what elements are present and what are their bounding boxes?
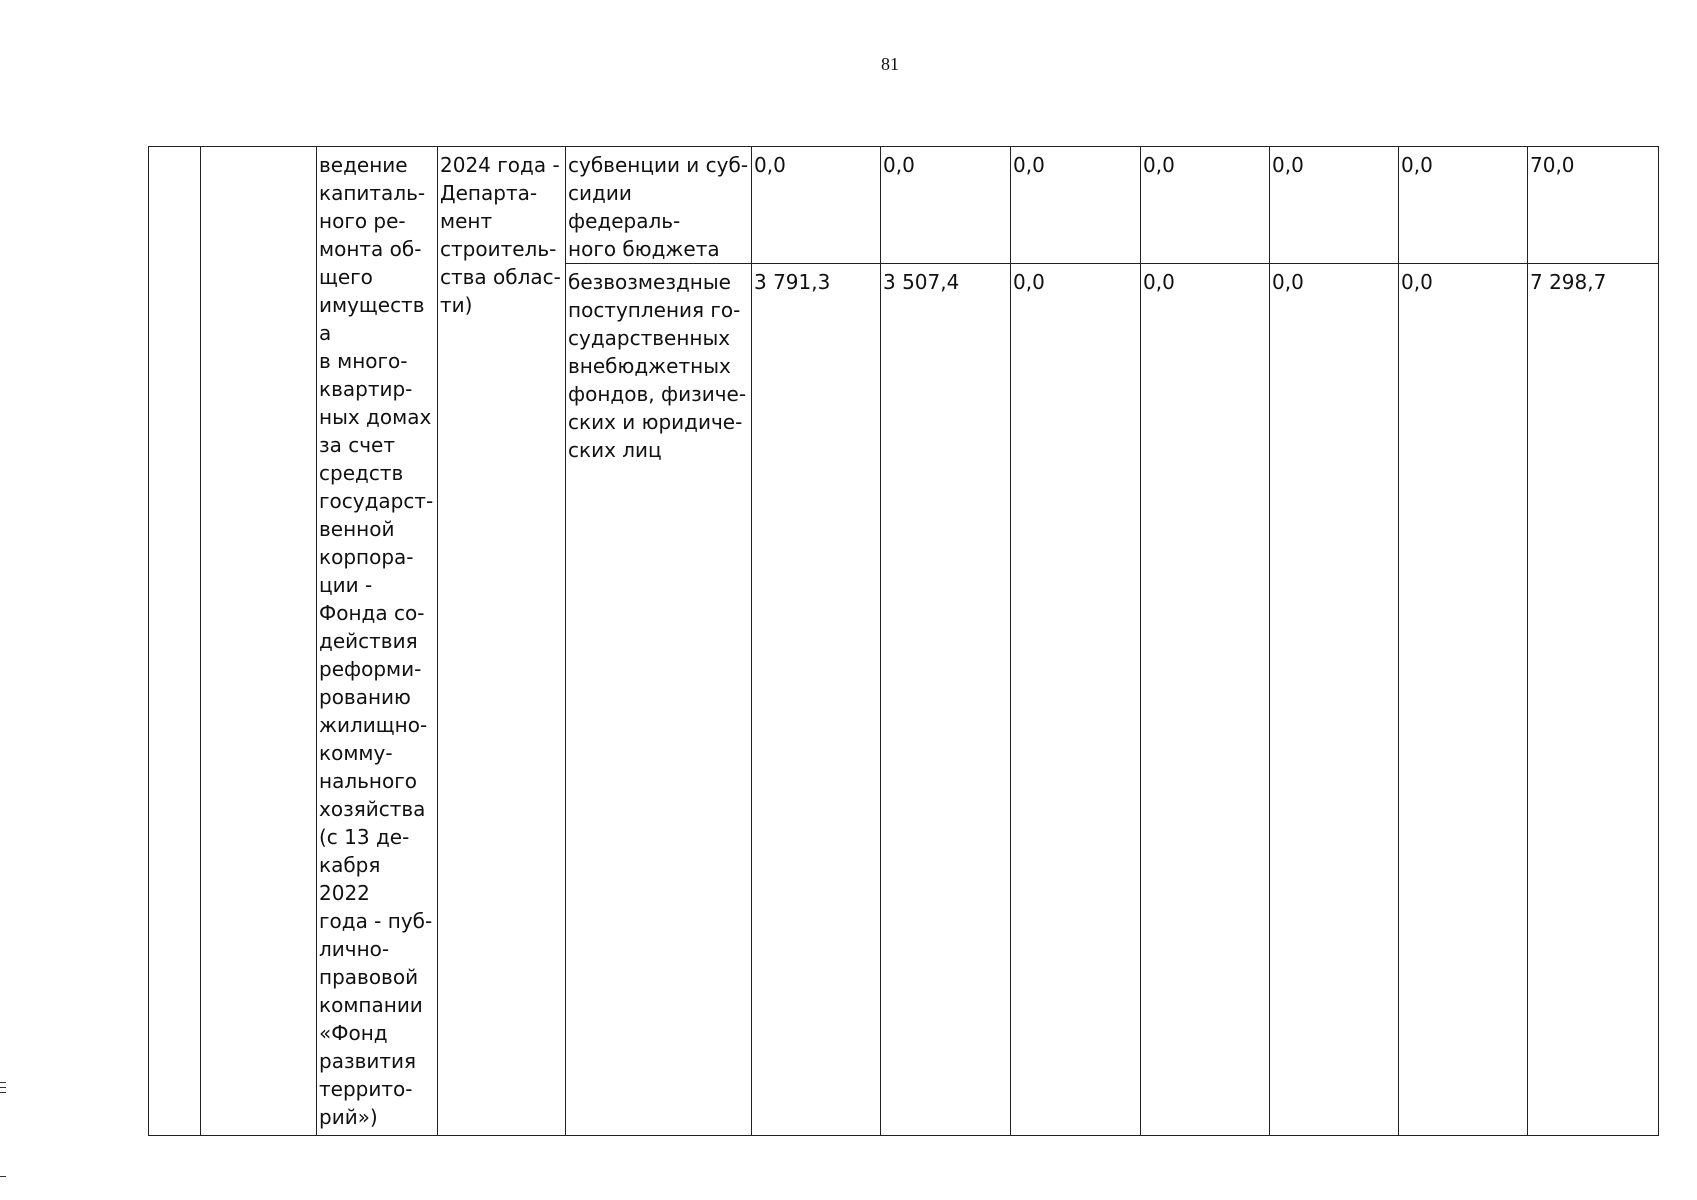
budget-table bbox=[148, 146, 1659, 1136]
value-cell bbox=[881, 264, 1011, 1136]
total-value: 7 298,7 bbox=[1530, 270, 1607, 294]
page-number: 81 bbox=[881, 54, 899, 74]
value: 0,0 bbox=[1401, 153, 1433, 177]
value-cell bbox=[1141, 264, 1270, 1136]
total-value: 70,0 bbox=[1530, 153, 1575, 177]
measure-description-cell bbox=[317, 147, 438, 1136]
margin-mark bbox=[0, 1087, 6, 1088]
value: 0,0 bbox=[1143, 270, 1175, 294]
funding-source: субвенции и суб- сидии федераль- ного бюджета bbox=[568, 153, 749, 261]
value: 0,0 bbox=[754, 153, 786, 177]
value: 0,0 bbox=[1013, 270, 1045, 294]
margin-mark bbox=[0, 1176, 6, 1177]
value: 0,0 bbox=[1013, 153, 1045, 177]
measure-description: ведение капиталь- ного ре- монта об- щего имущества в много- квартир- ных домах за счет средств государст- венной корпора- ции - Фонда со- действия реформи- рованию жилищно- комму- нального хозяйства (с 13 де- кабря 2022 года - пуб- лично- правовой компании «Фонд развития террито- рий») bbox=[319, 153, 434, 1129]
value-cell bbox=[1011, 264, 1141, 1136]
value: 0,0 bbox=[1272, 270, 1304, 294]
executor-text: 2024 года - Дeпарта- мент строитель- ства облас- ти) bbox=[440, 153, 561, 317]
margin-mark bbox=[0, 1082, 6, 1083]
value-cell bbox=[1270, 264, 1399, 1136]
executor-cell bbox=[438, 147, 566, 1136]
value-cell bbox=[1011, 147, 1141, 264]
value-cell bbox=[1270, 147, 1399, 264]
value-cell bbox=[752, 264, 881, 1136]
value: 0,0 bbox=[1272, 153, 1304, 177]
empty-cell bbox=[201, 147, 317, 1136]
value: 0,0 bbox=[1401, 270, 1433, 294]
value: 3 791,3 bbox=[754, 270, 831, 294]
value: 0,0 bbox=[1143, 153, 1175, 177]
value: 0,0 bbox=[883, 153, 915, 177]
funding-source: безвозмездные поступления го- сударственных внебюджетных фондов, физиче- ских и юридиче- ских лиц bbox=[568, 270, 747, 462]
value-cell bbox=[1141, 147, 1270, 264]
total-cell bbox=[1528, 264, 1659, 1136]
funding-source-cell bbox=[566, 264, 752, 1136]
funding-source-cell bbox=[566, 147, 752, 264]
value-cell bbox=[752, 147, 881, 264]
total-cell bbox=[1528, 147, 1659, 264]
value: 3 507,4 bbox=[883, 270, 960, 294]
margin-mark bbox=[0, 1092, 6, 1093]
table-row bbox=[149, 147, 1659, 264]
value-cell bbox=[1399, 147, 1528, 264]
value-cell bbox=[1399, 264, 1528, 1136]
value-cell bbox=[881, 147, 1011, 264]
empty-cell bbox=[149, 147, 201, 1136]
